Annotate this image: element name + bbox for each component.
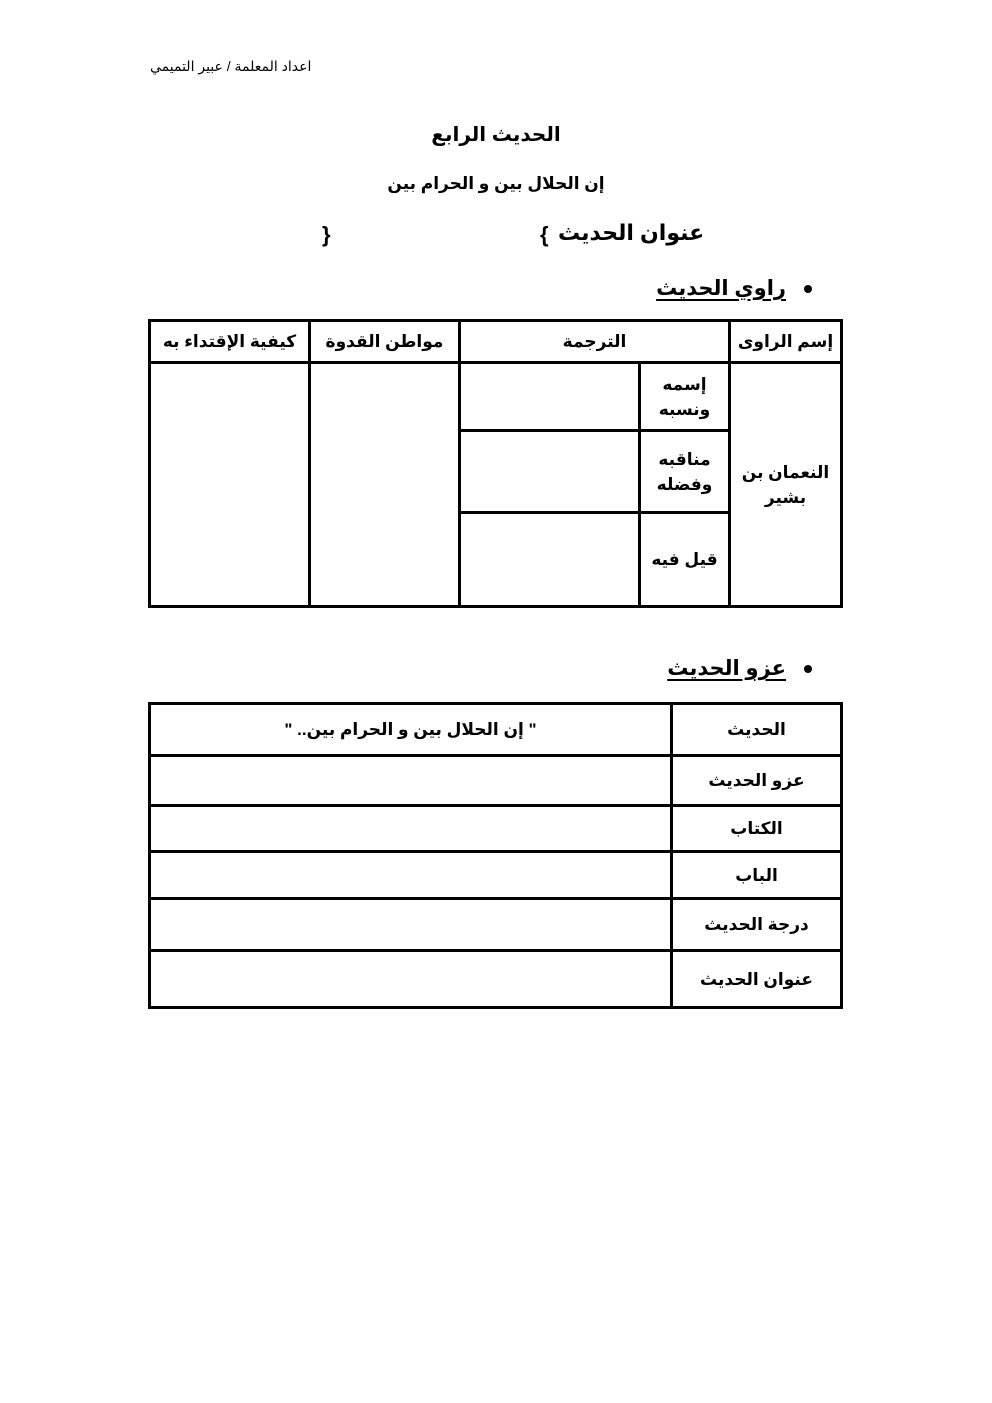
table-row <box>150 852 842 899</box>
hadith-title-close-brace: } <box>322 222 331 247</box>
row-label-said-about: قيل فيه <box>640 513 730 607</box>
how-to-follow-cell[interactable] <box>150 363 310 607</box>
header-how-to-follow: كيفية الإقتداء به <box>150 321 310 363</box>
role-model-cell[interactable] <box>310 363 460 607</box>
biography-name-input[interactable] <box>460 363 640 431</box>
table-row <box>150 704 842 756</box>
biography-virtues-input[interactable] <box>460 431 640 513</box>
attr-label-book: الكتاب <box>672 806 842 852</box>
attr-value-chapter[interactable] <box>150 852 672 899</box>
biography-said-about-input[interactable] <box>460 513 640 607</box>
attr-value-grade[interactable] <box>150 899 672 951</box>
attr-value-book[interactable] <box>150 806 672 852</box>
hadith-title-label: عنوان الحديث <box>558 220 705 245</box>
table-row <box>150 806 842 852</box>
page-subtitle: إن الحلال بين و الحرام بين <box>387 174 605 193</box>
table-row <box>150 756 842 806</box>
attribution-table <box>148 702 843 1009</box>
row-label-name: إسمه ونسبه <box>640 363 730 431</box>
header-narrator-name: إسم الراوى <box>730 321 842 363</box>
attr-label-chapter: الباب <box>672 852 842 899</box>
table-row <box>150 363 842 431</box>
page-title: الحديث الرابع <box>431 124 561 146</box>
narrator-table <box>148 319 843 608</box>
attr-label-attribution: عزو الحديث <box>672 756 842 806</box>
header-role-model: مواطن القدوة <box>310 321 460 363</box>
bullet-icon <box>804 665 812 673</box>
bullet-icon <box>804 285 812 293</box>
attr-label-title: عنوان الحديث <box>672 951 842 1008</box>
hadith-title-open-brace: { <box>540 222 549 247</box>
table-row <box>150 899 842 951</box>
attr-value-attribution[interactable] <box>150 756 672 806</box>
narrator-name-cell: النعمان بن بشير <box>730 363 842 607</box>
author-credit: اعداد المعلمة / عبير التميمي <box>150 58 312 74</box>
table-row <box>150 321 842 363</box>
attr-value-hadith: " إن الحلال بين و الحرام بين.. " <box>150 704 672 756</box>
section-attribution-heading: عزو الحديث <box>667 656 812 681</box>
attr-label-hadith: الحديث <box>672 704 842 756</box>
row-label-virtues: مناقبه وفضله <box>640 431 730 513</box>
table-row <box>150 951 842 1008</box>
attr-value-title[interactable] <box>150 951 672 1008</box>
section-narrator-heading: راوي الحديث <box>656 276 812 301</box>
attr-label-grade: درجة الحديث <box>672 899 842 951</box>
header-biography: الترجمة <box>460 321 730 363</box>
